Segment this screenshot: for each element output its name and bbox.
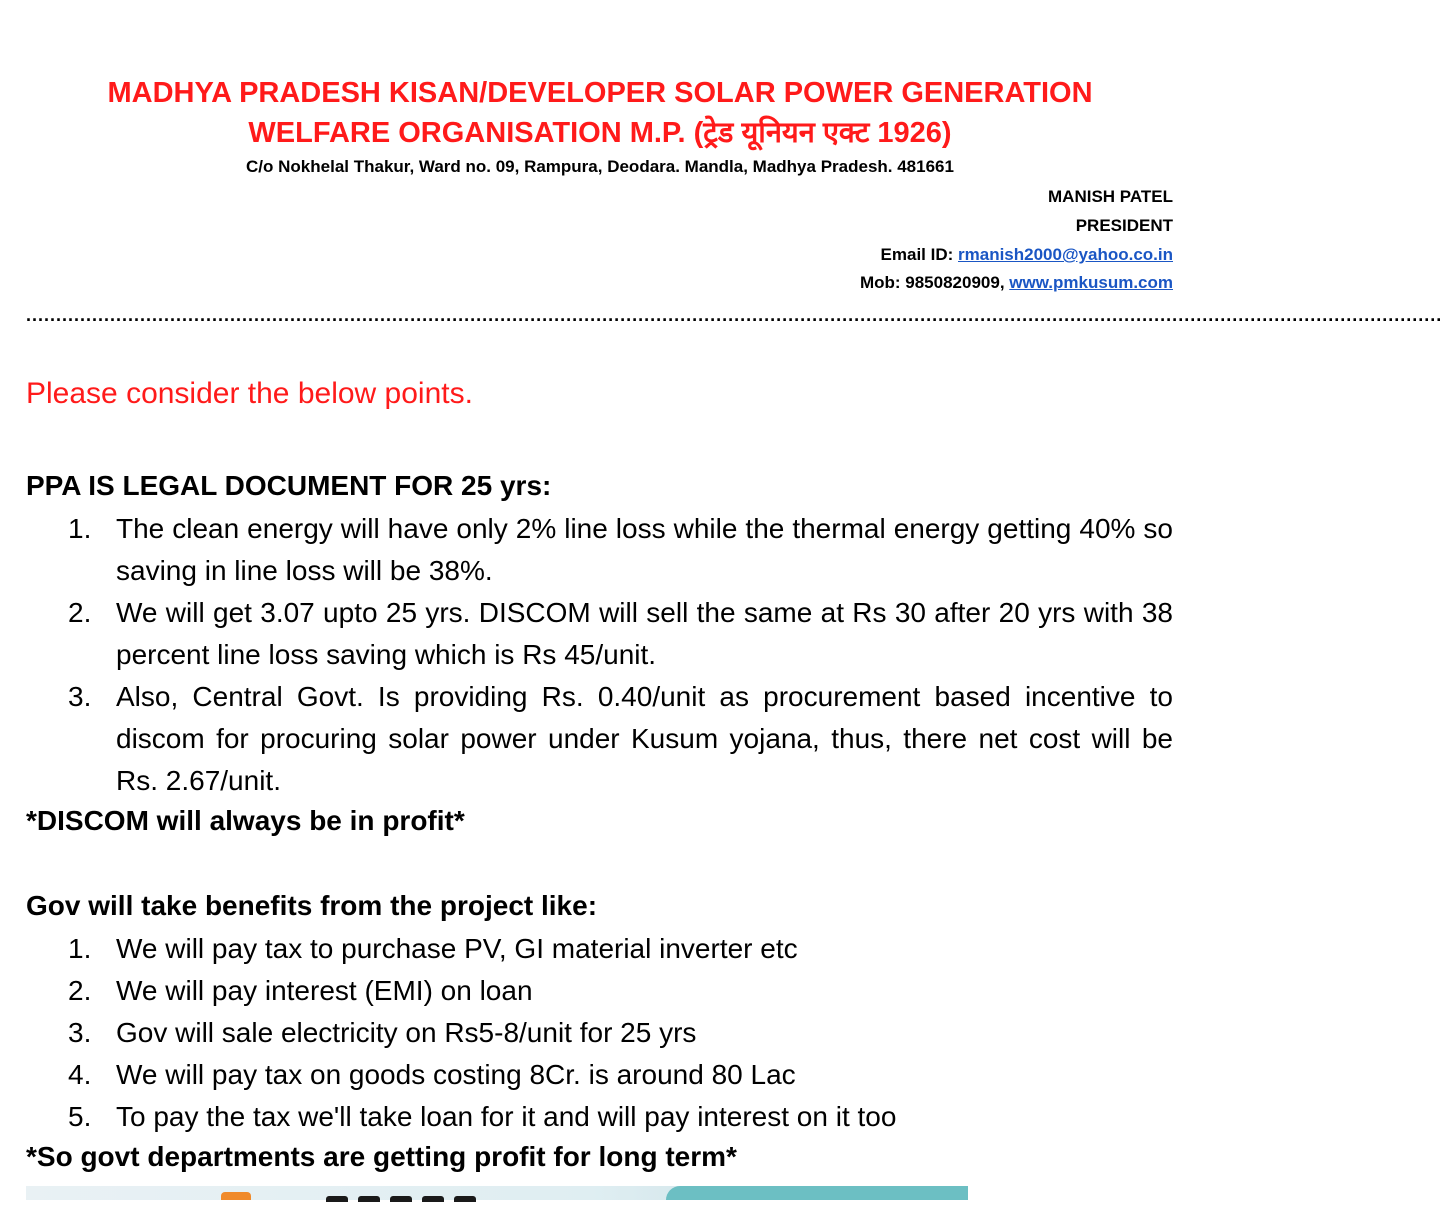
email-link[interactable]: rmanish2000@yahoo.co.in — [958, 245, 1173, 264]
president-name: MANISH PATEL — [1048, 187, 1173, 206]
list-number: 5. — [68, 1101, 92, 1132]
list-text: Gov will sale electricity on Rs5-8/unit for 25 yrs — [116, 1017, 697, 1048]
list-number: 2. — [68, 597, 92, 628]
list-text: We will pay tax to purchase PV, GI material inverter etc — [116, 933, 798, 964]
section2-heading: Gov will take benefits from the project like: — [26, 890, 598, 921]
intro-text: Please consider the below points. — [26, 377, 473, 410]
banner-text-fragment — [326, 1188, 526, 1200]
cropped-banner-image — [26, 1186, 968, 1200]
website-link[interactable]: www.pmkusum.com — [1009, 273, 1173, 292]
section1-list — [0, 508, 1200, 802]
list-text: The clean energy will have only 2% line loss while the thermal energy getting 40% so saving in line loss will be 38%. — [116, 513, 1173, 586]
list-number: 2. — [68, 975, 92, 1006]
list-number: 4. — [68, 1059, 92, 1090]
org-title-line2: WELFARE ORGANISATION M.P. (ट्रेड यूनियन एक्ट 1926) — [248, 117, 952, 149]
org-address: C/o Nokhelal Thakur, Ward no. 09, Rampura, Deodara. Mandla, Madhya Pradesh. 481661 — [246, 157, 954, 176]
banner-orange-shape — [221, 1192, 251, 1200]
president-designation: PRESIDENT — [1075, 216, 1173, 235]
list-item — [0, 1012, 1200, 1054]
section2-list — [0, 928, 1200, 1138]
list-number: 3. — [68, 1017, 92, 1048]
list-item — [0, 970, 1200, 1012]
list-item — [0, 928, 1200, 970]
dotted-separator: ............................................................................................................................................................................................................................................ — [26, 305, 1442, 325]
section2-conclusion: *So govt departments are getting profit for long term* — [26, 1141, 737, 1172]
list-number: 1. — [68, 933, 92, 964]
list-item — [0, 1096, 1200, 1138]
section1-conclusion: *DISCOM will always be in profit* — [26, 805, 465, 836]
mobile-label: Mob: 9850820909, — [859, 273, 1010, 292]
list-item — [0, 508, 1200, 592]
list-text: To pay the tax we'll take loan for it and will pay interest on it too — [116, 1101, 897, 1132]
email-line — [881, 245, 1173, 265]
list-text: We will pay interest (EMI) on loan — [116, 975, 533, 1006]
list-text: Also, Central Govt. Is providing Rs. 0.40/unit as procurement based incentive to discom for procuring solar power under Kusum yojana, thus, there net cost will be Rs. 2.67/unit. — [116, 681, 1173, 796]
list-number: 3. — [68, 681, 92, 712]
list-item — [0, 676, 1200, 802]
list-item — [0, 1054, 1200, 1096]
list-text: We will get 3.07 upto 25 yrs. DISCOM will sell the same at Rs 30 after 20 yrs with 38 percent line loss saving which is Rs 45/unit. — [116, 597, 1173, 670]
list-number: 1. — [68, 513, 92, 544]
banner-teal-shape — [666, 1186, 968, 1200]
email-label: Email ID: — [880, 245, 959, 264]
list-item — [0, 592, 1200, 676]
section1-heading: PPA IS LEGAL DOCUMENT FOR 25 yrs: — [26, 470, 552, 501]
contact-line — [860, 273, 1173, 293]
list-text: We will pay tax on goods costing 8Cr. is around 80 Lac — [116, 1059, 796, 1090]
org-title-line1: MADHYA PRADESH KISAN/DEVELOPER SOLAR POWER GENERATION — [107, 77, 1093, 109]
